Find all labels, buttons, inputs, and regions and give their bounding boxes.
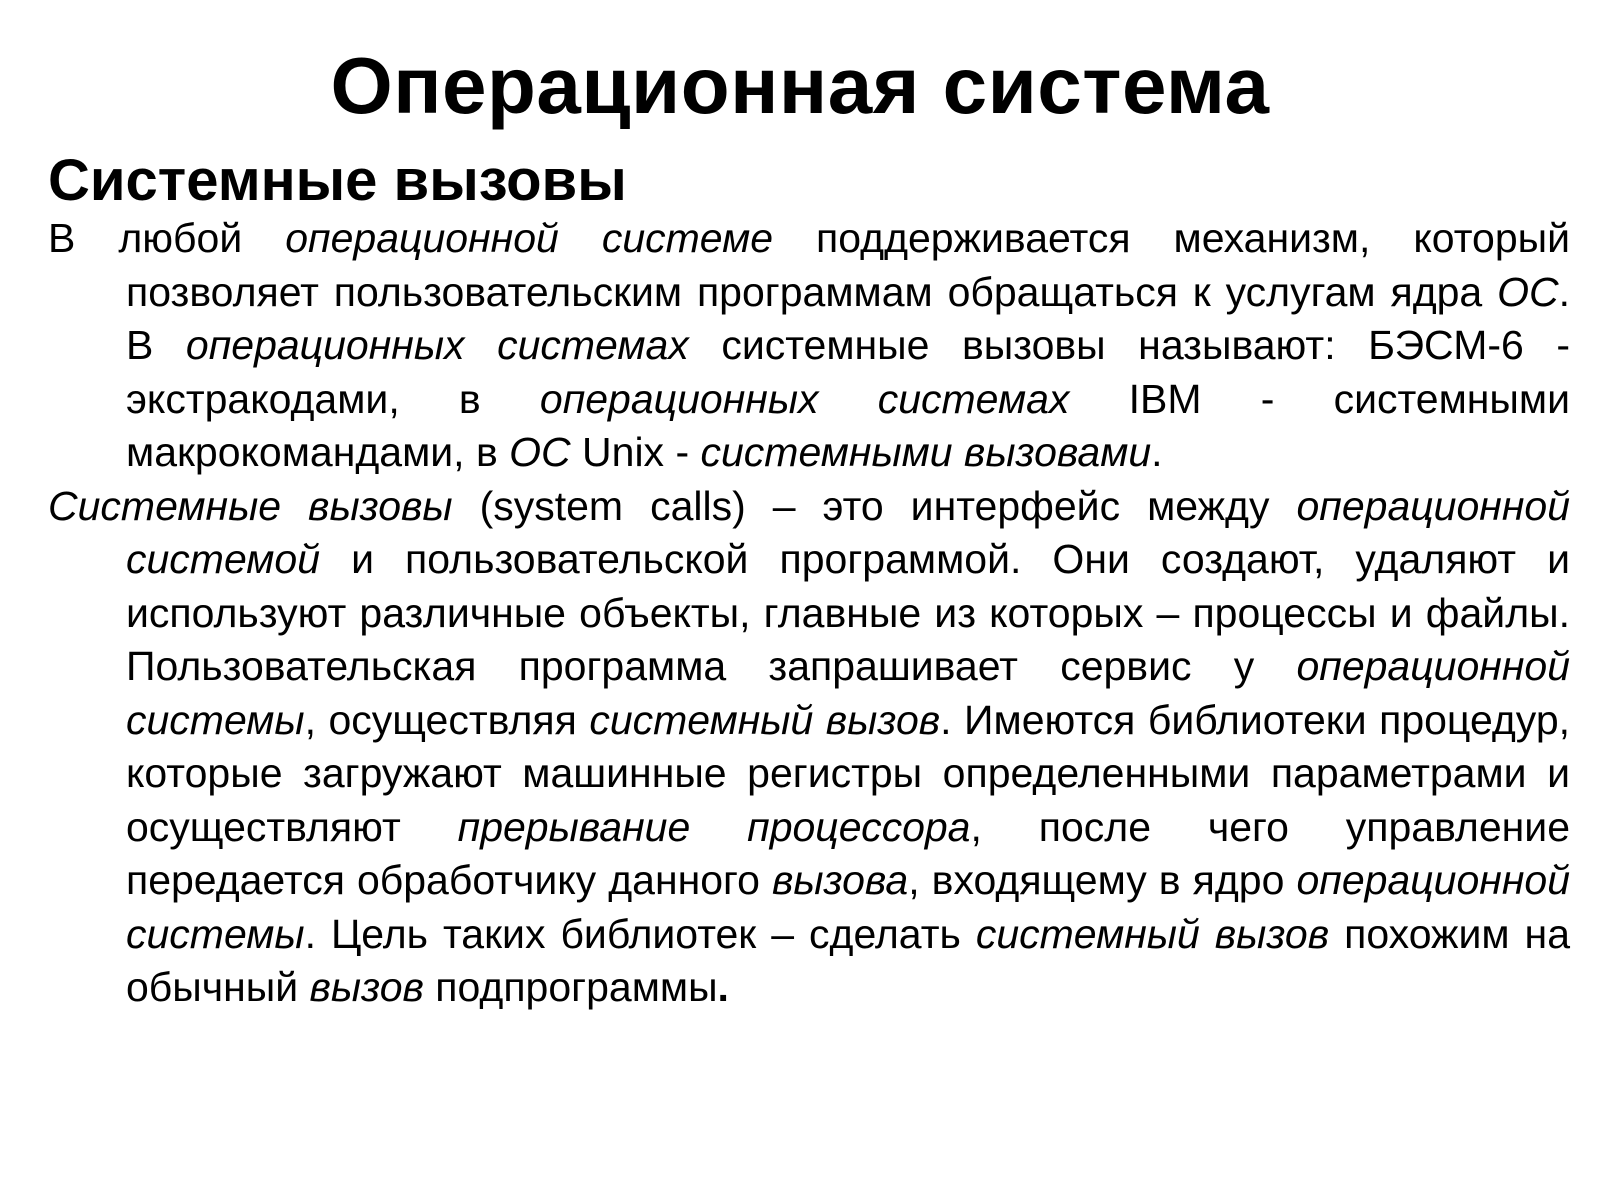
text-run: . В [126,268,1570,368]
text-run: , после чего управление передается обработчику данного [126,803,1571,903]
paragraph-os-mechanism [48,212,1570,480]
text-run: . Цель таких библиотек – сделать [304,910,976,957]
paragraph-system-calls-definition [48,480,1570,1015]
italic-text-run: ОС [509,429,571,475]
italic-text-run: операционной системой [126,482,1571,582]
italic-text-run: прерывание процессора [457,803,971,850]
text-run: . [1151,429,1163,475]
italic-text-run: операционных системах [185,322,689,368]
text-run: и пользовательской программой. Они создают, удаляют и используют различные объекты, главные из которых – процессы и файлы. Пользовательская программа запрашивает сервис у [126,536,1570,689]
italic-text-run: ОС [1497,268,1559,315]
text-run: (system calls) – это интерфейс между [452,482,1297,529]
italic-text-run: операционной системы [126,857,1570,957]
italic-text-run: операционной системе [285,215,774,261]
bold-text-run: . [717,964,729,1010]
italic-text-run: системный вызов [975,910,1330,957]
text-run: системные вызовы называют: БЭСМ-6 - экстракодами, в [126,322,1570,422]
slide-subtitle: Системные вызовы [48,148,627,213]
text-run: поддерживается механизм, который позволяет пользовательским программам обращаться к услугам ядра [126,215,1570,315]
text-run: IBM - системными макрокомандами, в [126,375,1570,475]
italic-text-run: Системные вызовы [48,482,453,529]
italic-text-run: вызов [309,964,424,1010]
text-run: подпрограммы [423,964,718,1010]
text-run: В любой [48,215,286,261]
italic-text-run: операционной системы [126,643,1570,743]
italic-text-run: системными вызовами [700,429,1152,475]
italic-text-run: операционных системах [539,375,1070,422]
text-run: . Имеются библиотеки процедур, которые загружают машинные регистры определенными параметрами и осуществляют [126,696,1571,850]
text-run: , входящему в ядро [908,857,1297,903]
text-run: Unix - [570,429,701,475]
slide-title: Операционная система [330,41,1270,130]
text-run: похожим на обычный [126,910,1570,1010]
text-run: , осуществляя [304,696,590,743]
italic-text-run: вызова [771,857,909,903]
slide-body [48,212,1570,1015]
italic-text-run: системный вызов [589,696,941,743]
